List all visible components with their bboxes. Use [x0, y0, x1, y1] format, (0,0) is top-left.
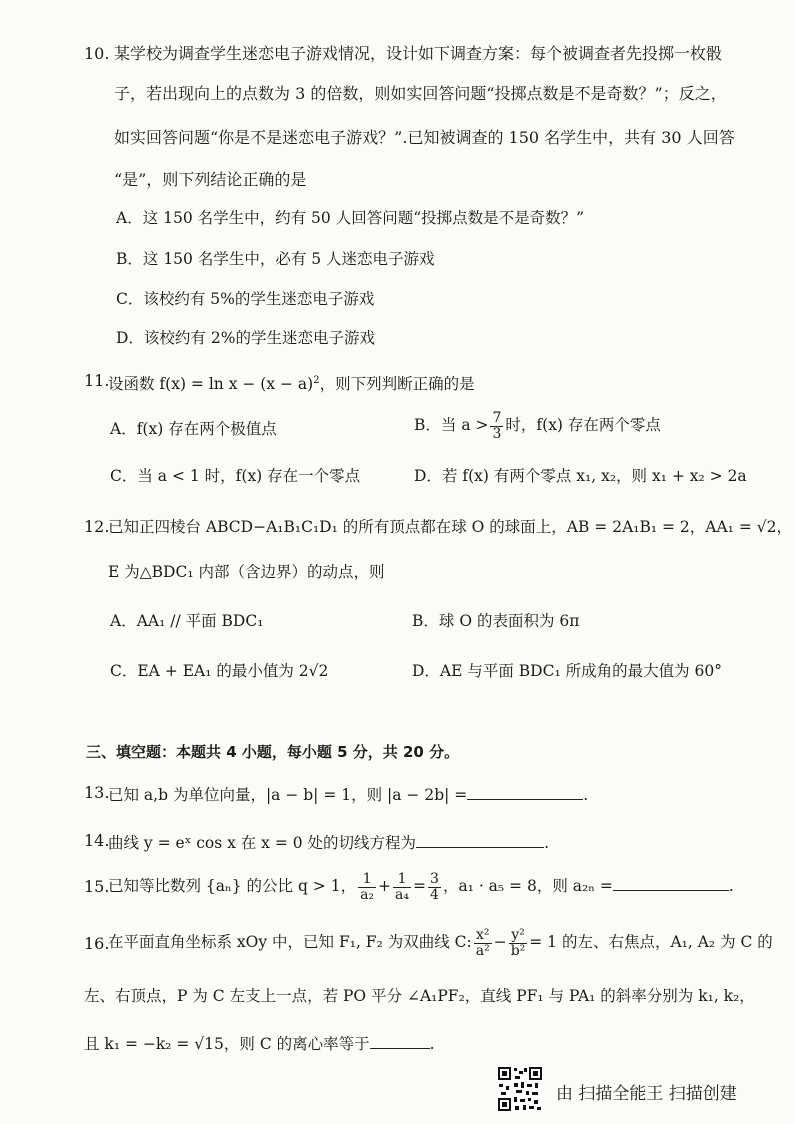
q13-number: 13. [84, 783, 110, 802]
q15-post: ，a₁ · a₅ = 8，则 a₂ₙ = [442, 877, 613, 895]
q15-end: . [728, 877, 734, 895]
q11-option-b-fraction [490, 411, 503, 442]
q16-line2: 左、右顶点，P 为 C 左支上一点，若 PO 平分 ∠A₁PF₂，直线 PF₁ 与 PA₁ 的斜率分别为 k₁, k₂， [84, 987, 755, 1005]
q15-number: 15. [84, 877, 110, 896]
q16-answer-blank[interactable] [370, 1032, 430, 1049]
q12-line1: 已知正四棱台 ABCD−A₁B₁C₁D₁ 的所有顶点都在球 O 的球面上，AB = 2A₁B₁ = 2，AA₁ = √2， [108, 518, 792, 536]
q15-frac3-den: 4 [430, 886, 439, 903]
q16-frac2-num: y² [509, 928, 528, 944]
q11-frac-den: 3 [492, 425, 502, 442]
q12-option-b: B．球 O 的表面积为 6π [412, 612, 580, 630]
q15-frac2 [393, 872, 411, 903]
q12-option-a: A．AA₁ // 平面 BDC₁ [110, 612, 264, 630]
q15-answer-blank[interactable] [613, 874, 729, 891]
q13-answer-blank[interactable] [467, 783, 583, 800]
q11-option-b-post: 时，f(x) 存在两个零点 [505, 416, 661, 434]
q15-eq: = [413, 877, 427, 895]
q16-line1-pre: 在平面直角坐标系 xOy 中，已知 F₁, F₂ 为双曲线 C: [108, 933, 472, 951]
q10-line1: 某学校为调查学生迷恋电子游戏情况，设计如下调查方案：每个被调查者先投掷一枚骰 [114, 44, 723, 63]
q11-stem-pre: 设函数 f(x) = ln x − (x − a) [108, 375, 314, 394]
q13-end: . [583, 786, 589, 804]
q11-option-d: D．若 f(x) 有两个零点 x₁, x₂，则 x₁ + x₂ > 2a [414, 467, 747, 485]
q11-stem [108, 371, 475, 394]
q16-end: . [429, 1035, 435, 1053]
q15-frac1 [358, 872, 376, 903]
q15-frac3 [428, 872, 441, 903]
q10-line3: 如实回答问题“你是不是迷恋电子游戏？”.已知被调查的 150 名学生中，共有 30 人回答 [114, 128, 735, 147]
q16-frac1-den: a² [475, 942, 490, 959]
q16-line1-post: = 1 的左、右焦点，A₁, A₂ 为 C 的 [529, 933, 773, 951]
q11-option-b [414, 406, 661, 444]
qr-code-icon [497, 1066, 543, 1112]
q16-frac2-den: b² [510, 942, 526, 959]
q11-stem-sup: 2 [313, 375, 320, 386]
q16-frac1 [474, 928, 492, 959]
q11-frac-num: 7 [492, 409, 502, 426]
q10-number: 10. [84, 44, 110, 63]
q14-stem [108, 831, 549, 853]
q15-frac3-num: 3 [430, 870, 439, 887]
q15-frac1-den: a₂ [360, 886, 375, 903]
q12-line2: E 为△BDC₁ 内部（含边界）的动点，则 [108, 563, 385, 581]
q12-option-d: D．AE 与平面 BDC₁ 所成角的最大值为 60° [412, 662, 723, 680]
q11-option-b-pre: B．当 a > [414, 416, 489, 434]
q15-pre: 已知等比数列 {aₙ} 的公比 q > 1， [108, 877, 357, 895]
q10-line2: 子，若出现向上的点数为 3 的倍数，则如实回答问题“投掷点数是不是奇数？”；反之， [114, 84, 727, 103]
q16-number: 16. [84, 934, 110, 953]
q15-stem [108, 866, 734, 906]
q10-option-b: B．这 150 名学生中，必有 5 人迷恋电子游戏 [116, 250, 435, 268]
q10-option-c: C．该校约有 5%的学生迷恋电子游戏 [116, 290, 375, 308]
q16-minus: − [493, 933, 507, 951]
q11-option-a: A．f(x) 存在两个极值点 [110, 420, 277, 438]
q14-end: . [544, 834, 549, 852]
scanner-watermark: 由 扫描全能王 扫描创建 [556, 1084, 737, 1104]
q10-option-a: A．这 150 名学生中，约有 50 人回答问题“投掷点数是不是奇数？” [116, 209, 585, 227]
q12-number: 12. [84, 517, 110, 536]
q14-answer-blank[interactable] [416, 831, 544, 848]
q15-frac2-num: 1 [393, 872, 411, 888]
q16-frac2 [509, 928, 528, 959]
q11-number: 11. [84, 371, 110, 390]
q10-option-d: D．该校约有 2%的学生迷恋电子游戏 [116, 329, 375, 347]
q16-frac1-num: x² [474, 928, 492, 944]
q16-line3-text: 且 k₁ = −k₂ = √15，则 C 的离心率等于 [84, 1035, 370, 1053]
section-heading-fill-in: 三、填空题：本题共 4 小题，每小题 5 分，共 20 分。 [86, 743, 460, 761]
q10-line4: “是”，则下列结论正确的是 [114, 170, 307, 189]
q15-plus: + [378, 877, 392, 895]
q14-text: 曲线 y = eˣ cos x 在 x = 0 处的切线方程为 [108, 834, 417, 852]
q13-text: 已知 a,b 为单位向量，|a − b| = 1，则 |a − 2b| = [108, 786, 468, 804]
q16-line1 [108, 922, 773, 962]
q15-frac2-den: a₄ [395, 886, 410, 903]
q16-line3 [84, 1032, 435, 1054]
q12-option-c: C．EA + EA₁ 的最小值为 2√2 [110, 662, 329, 680]
q13-stem [108, 783, 588, 805]
q11-stem-post: ，则下列判断正确的是 [319, 375, 475, 394]
q15-frac1-num: 1 [358, 872, 376, 888]
q14-number: 14. [84, 831, 110, 850]
q11-option-c: C．当 a < 1 时，f(x) 存在一个零点 [110, 467, 361, 485]
